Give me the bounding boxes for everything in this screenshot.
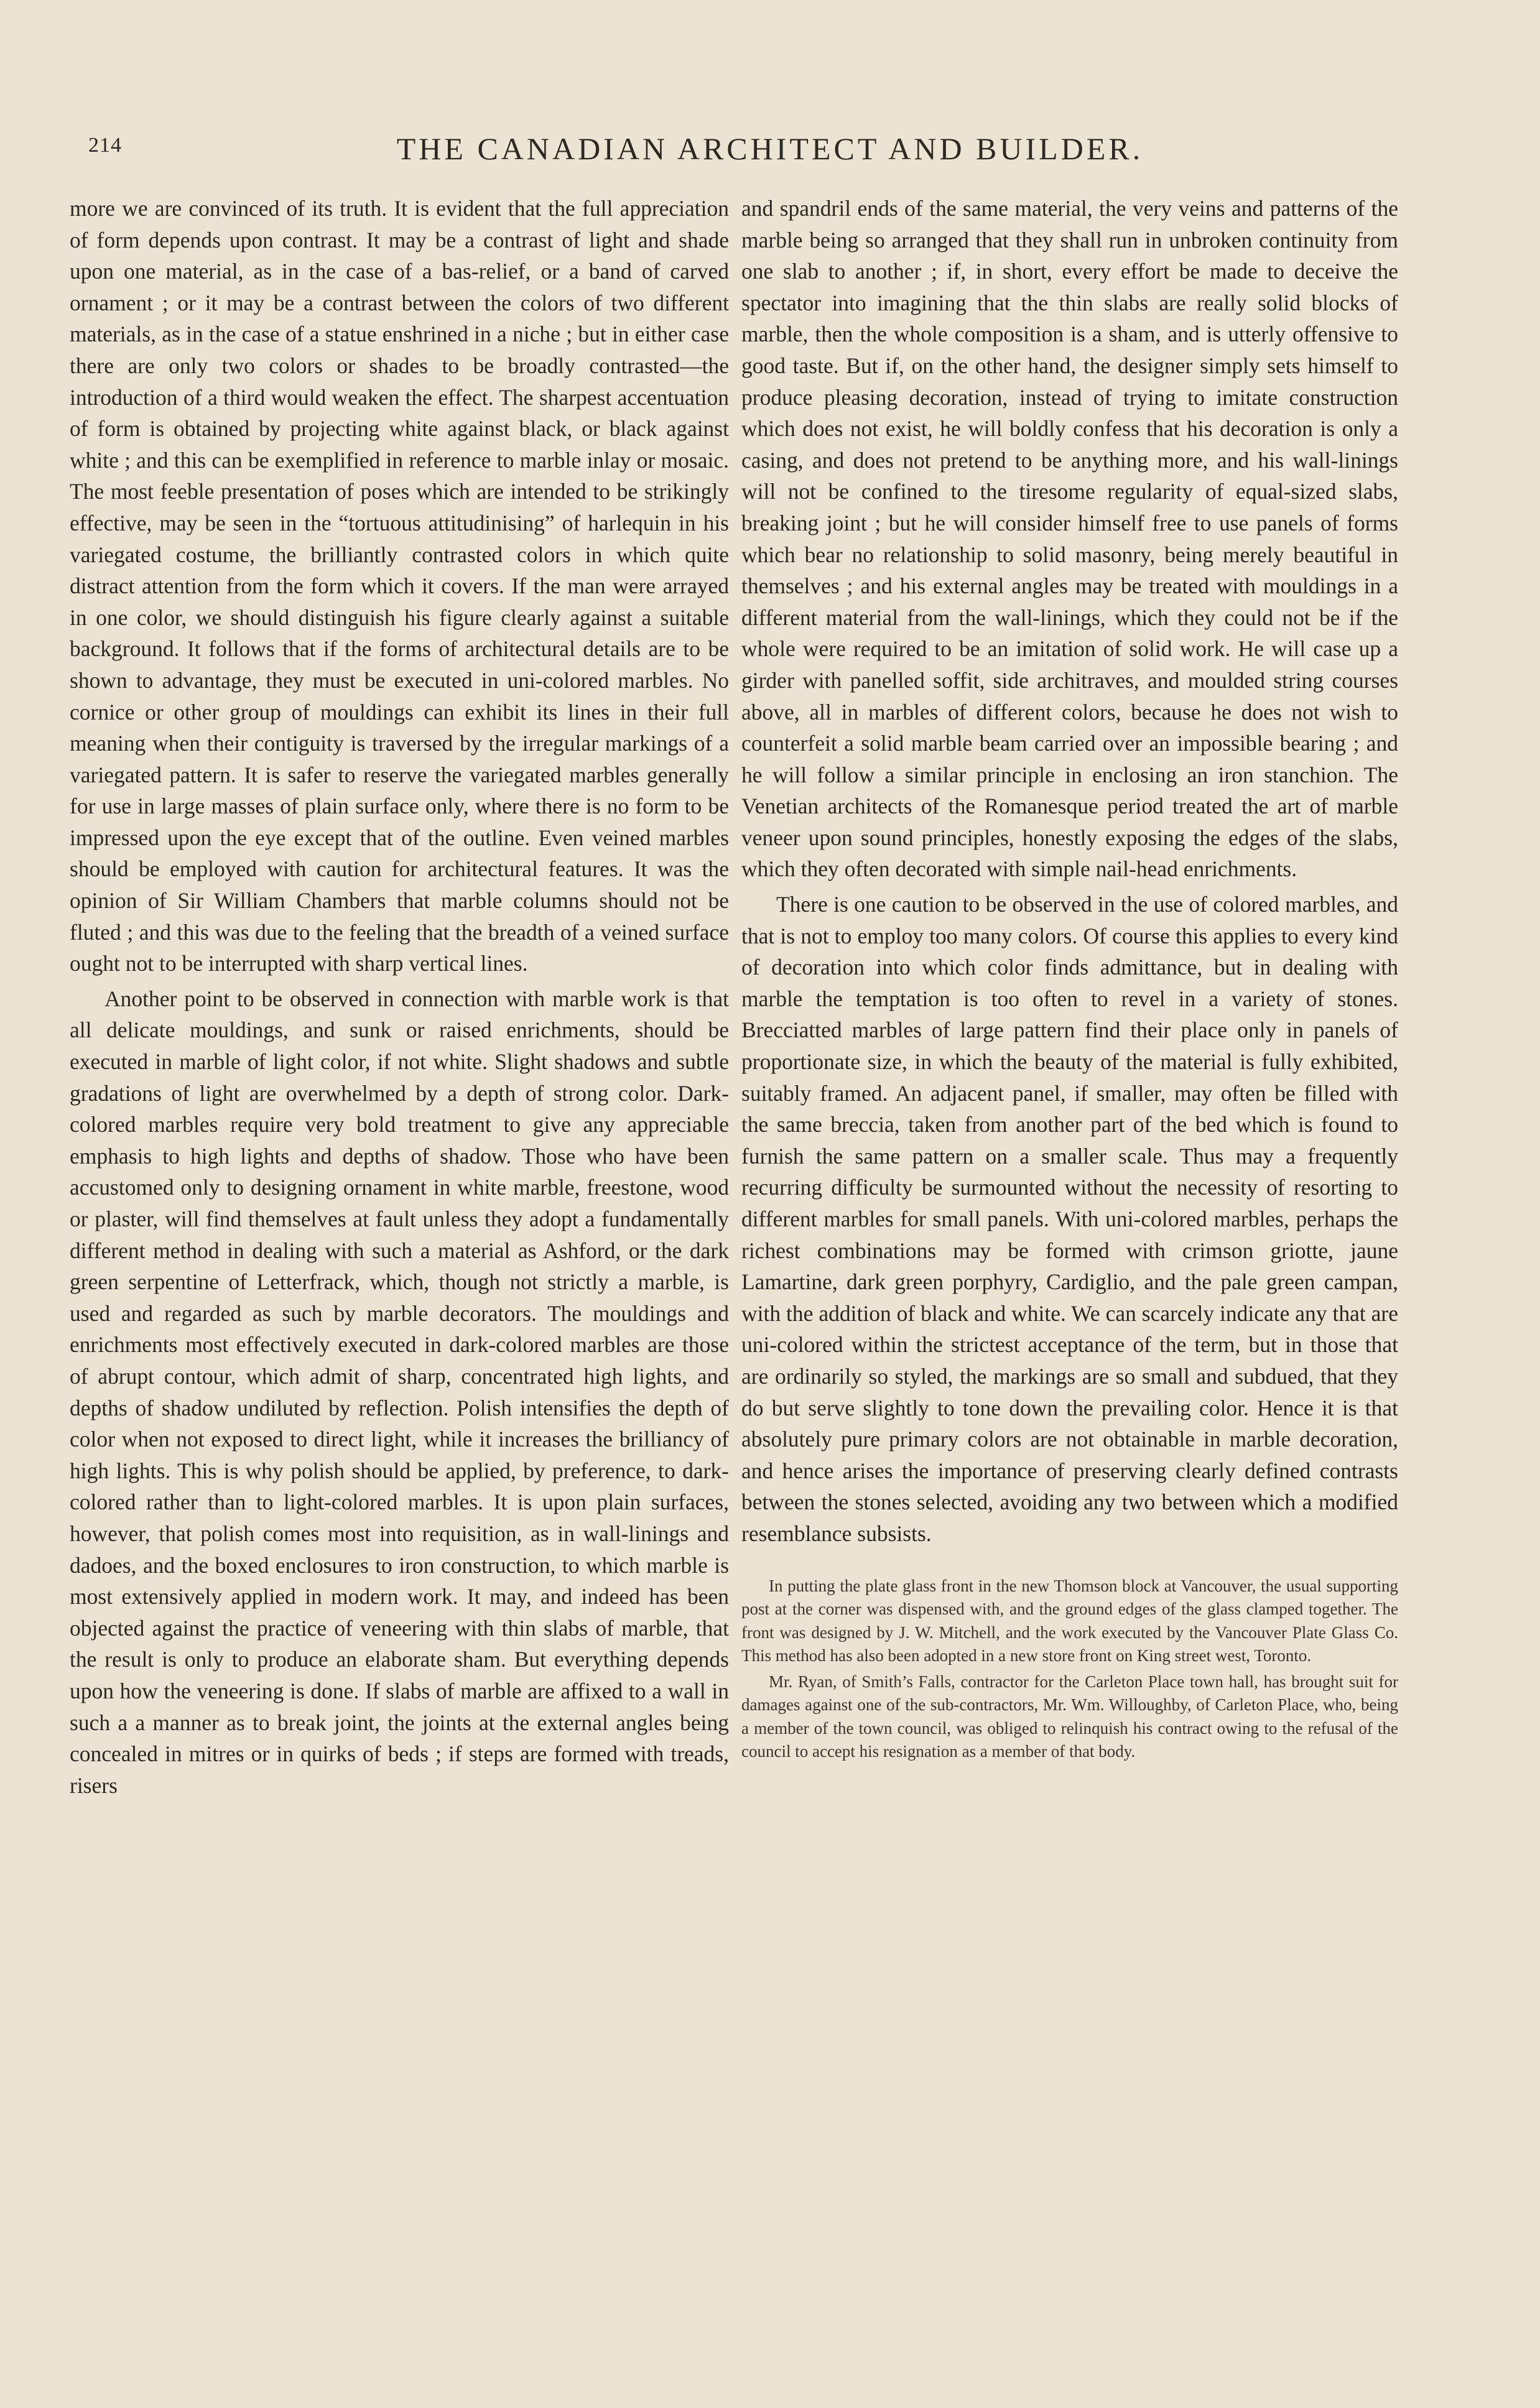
news-note: Mr. Ryan, of Smith’s Falls, contractor for the Carleton Place town hall, has brought suit for damages against one of the sub-contractors, Mr. Wm. Willoughby, of Carleton Place, who, being a member of the town council, was obliged to relinquish his contract owing to the refusal of the council to accept his resignation as a member of that body. bbox=[741, 1672, 1398, 1761]
page-number: 214 bbox=[88, 134, 122, 157]
paragraph: more we are convinced of its truth. It is evident that the full appreciation of form depends upon contrast. It may be a contrast of light and shade upon one material, as in the case of a bas-relief, or a band of carved ornament ; or it may be a contrast between the colors of two different materials, as in the case of a statue enshrined in a niche ; but in either case there are only two colors or shades to be broadly contrasted—the introduction of a third would weaken the effect. The sharpest accentuation of form is obtained by projecting white against black, or black against white ; and this can be exemplified in reference to marble inlay or mosaic. The most feeble presentation of poses which are intended to be strikingly effective, may be seen in the “tortuous attitudinising” of harlequin in his variegated costume, the brilliantly contrasted colors in which quite distract attention from the form which it covers. If the man were arrayed in one color, we should distinguish his figure clearly against a suitable background. It follows that if the forms of architectural details are to be shown to advantage, they must be executed in uni-colored marbles. No cornice or other group of mouldings can exhibit its lines in their full meaning when their contiguity is traversed by the irregular markings of a variegated pattern. It is safer to reserve the variegated marbles generally for use in large masses of plain surface only, where there is no form to be impressed upon the eye except that of the outline. Even veined marbles should be employed with caution for architectural features. It was the opinion of Sir William Chambers that marble columns should not be fluted ; and this was due to the feeling that the breadth of a veined surface ought not to be interrupted with sharp vertical lines. bbox=[70, 196, 729, 976]
news-notes bbox=[741, 1575, 1398, 1764]
paragraph: There is one caution to be observed in the use of colored marbles, and that is not to employ too many colors. Of course this applies to every kind of decoration into which color finds admittance, but in dealing with marble the temptation is too often to revel in a variety of stones. Brecciatted marbles of large pattern find their place only in panels of proportionate size, in which the beauty of the material is fully exhibited, suitably framed. An adjacent panel, if smaller, may often be filled with the same breccia, taken from another part of the bed which is found to furnish the same pattern on a smaller scale. Thus may a frequently recurring difficulty be surmounted without the necessity of resorting to different marbles for small panels. With uni-colored marbles, perhaps the richest combinations may be formed with crimson griotte, jaune Lamartine, dark green porphyry, Cardiglio, and the pale green campan, with the addition of black and white. We can scarcely indicate any that are uni-colored within the strictest acceptance of the term, but in those that are ordinarily so styled, the markings are so small and subdued, that they do but serve slightly to tone down the prevailing color. Hence it is that absolutely pure primary colors are not obtainable in marble decoration, and hence arises the importance of preserving clearly defined contrasts between the stones selected, avoiding any two between which a modified resemblance subsists. bbox=[741, 892, 1398, 1546]
paragraph: and spandril ends of the same material, the very veins and patterns of the marble being so arranged that they shall run in unbroken continuity from one slab to another ; if, in short, every effort be made to deceive the spectator into imagining that the thin slabs are really solid blocks of marble, then the whole composition is a sham, and is utterly offensive to good taste. But if, on the other hand, the designer simply sets himself to produce pleasing decoration, instead of trying to imitate construction which does not exist, he will boldly confess that his decoration is only a casing, and does not pretend to be anything more, and his wall-linings will not be confined to the tiresome regularity of equal-sized slabs, breaking joint ; but he will consider himself free to use panels of forms which bear no relationship to solid masonry, being merely beautiful in themselves ; and his external angles may be treated with mouldings in a different material from the wall-linings, which they could not be if the whole were required to be an imitation of solid work. He will case up a girder with panelled soffit, side architraves, and moulded string courses above, all in marbles of different colors, because he does not wish to counterfeit a solid marble beam carried over an impossible bearing ; and he will follow a similar principle in enclosing an iron stanchion. The Venetian architects of the Romanesque period treated the art of marble veneer upon sound principles, honestly exposing the edges of the slabs, which they often decorated with simple nail-head enrichments. bbox=[741, 196, 1398, 882]
news-note: In putting the plate glass front in the new Thomson block at Vancouver, the usual supporting post at the corner was dispensed with, and the ground edges of the glass clamped together. The front was designed by J. W. Mitchell, and the work executed by the Vancouver Plate Glass Co. This method has also been adopted in a new store front on King street west, Toronto. bbox=[741, 1576, 1398, 1665]
right-column bbox=[741, 193, 1398, 1766]
left-column bbox=[70, 193, 729, 1805]
paragraph: Another point to be observed in connection with marble work is that all delicate mouldings, and sunk or raised enrichments, should be executed in marble of light color, if not white. Slight shadows and subtle gradations of light are overwhelmed by a depth of strong color. Dark-colored marbles require very bold treatment to give any appreciable emphasis to high lights and depths of shadow. Those who have been accustomed only to designing ornament in white marble, freestone, wood or plaster, will find themselves at fault unless they adopt a fundamentally different method in dealing with such a material as Ashford, or the dark green serpentine of Letterfrack, which, though not strictly a marble, is used and regarded as such by marble decorators. The mouldings and enrichments most effectively executed in dark-colored marbles are those of abrupt contour, which admit of sharp, concentrated high lights, and depths of shadow undiluted by reflection. Polish intensifies the depth of color when not exposed to direct light, while it increases the brilliancy of high lights. This is why polish should be applied, by preference, to dark-colored rather than to light-colored marbles. It is upon plain surfaces, however, that polish comes most into requisition, as in wall-linings and dadoes, and the boxed enclosures to iron construction, to which marble is most extensively applied in modern work. It may, and indeed has been objected against the practice of veneering with thin slabs of marble, that the result is only to produce an elaborate sham. But everything depends upon how the veneering is done. If slabs of marble are affixed to a wall in such a a manner as to break joint, the joints at the external angles being concealed in mitres or in quirks of beds ; if steps are formed with treads, risers bbox=[70, 986, 729, 1798]
running-head: THE CANADIAN ARCHITECT AND BUILDER. bbox=[396, 131, 1144, 166]
